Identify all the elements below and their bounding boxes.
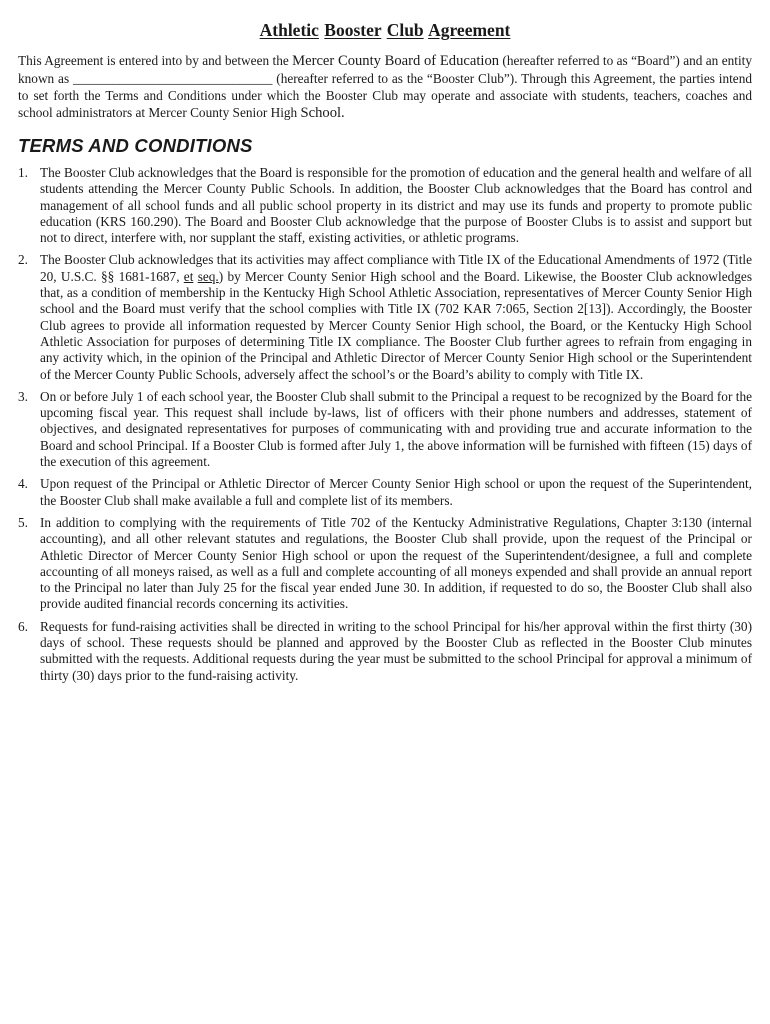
seq-word: seq. [197,268,219,284]
term-number: 1. [18,165,28,180]
term-number: 3. [18,388,28,404]
school-word: School. [300,105,345,121]
intro-paragraph [18,52,752,122]
intro-text: (hereafter referred to as “Board”) and an entity known as ______________________________ (hereafter referred to as the “Booster Club”). Through this Agreement, the parties intend to set forth the Terms and Conditions under which the Booster Club may operate and associate with students, teachers, coaches and school administrators at Mercer County Senior High [18,53,752,120]
term-text: In addition to complying with the requirements of Title 702 of the Kentucky Administrative Regulations, Chapter 3:130 (internal accounting), and all other relevant statutes and regulations, the Booster Club shall provide, upon the request of the Principal or Athletic Director of Mercer County Senior High school or upon the request of the Superintendent/designee, a full and complete accounting of all moneys raised, as well as a full and complete accounting of all moneys expended and shall provide an annual report to the Principal no later than July 25 for the fiscal year ended June 30. In addition, if requested to do so, the Booster Club shall also provide audited financial records concerning its activities. [40,514,752,612]
term-text: The Booster Club acknowledges that the Board is responsible for the promotion of education and the general health and welfare of all students attending the Mercer County Public Schools. In addition, the Booster Club acknowledges that the Board has control and management of all school funds and all public school property in its district and may use its funds and property to promote public education (KRS 160.290). The Board and Booster Club acknowledge that the purpose of Booster Clubs is to assist and support but not to direct, interfere with, nor supplant the staff, existing activities, or athletic programs. [40,165,752,246]
term-item [18,619,752,684]
intro-text: This Agreement is entered into by and between the [18,53,293,68]
document-title [18,18,752,42]
title-word: Athletic [259,20,319,40]
term-number: 6. [18,618,28,634]
board-name: Mercer County Board of Education [292,53,500,69]
term-text: Requests for fund-raising activities shall be directed in writing to the school Principal for his/her approval within the first thirty (30) days of school. These requests should be planned and approved by the Booster Club as reflected in the Booster Club minutes submitted with the requests. Additional requests during the year must be submitted to the school Principal for approval a minimum of thirty (30) days prior to the fund-raising activity. [40,618,752,683]
term-item [18,252,752,382]
term-number: 4. [18,476,28,492]
title-word: Agreement [428,20,511,40]
term-item [18,515,752,613]
term-text: ) by Mercer County Senior High school and the Board. Likewise, the Booster Club acknowledges that, as a condition of membership in the Kentucky High School Athletic Association, representatives of Mercer County Senior High school and the Board must verify that the school complies with Title IX (702 KAR 7:065, Section 2[13]). Accordingly, the Booster Club agrees to provide all information requested by Mercer County Senior High school, the Board, or the Kentucky High School Athletic Association for purposes of determining Title IX compliance. The Booster Club further agrees to refrain from engaging in any activity which, in the opinion of the Principal and Athletic Director of Mercer County Senior High school or the Superintendent of the Mercer County Public Schools, adversely affect the school’s or the Board’s ability to comply with Title IX. [40,268,752,382]
terms-list [18,165,752,684]
term-number: 2. [18,252,28,268]
term-item [18,476,752,509]
term-item [18,389,752,470]
term-text: The Booster Club acknowledges that its activities may affect compliance with Title IX of the Educational Amendments of 1972 (Title 20, U.S.C. §§ 1681-1687, [40,252,752,284]
title-word: Booster [324,20,382,40]
term-text: On or before July 1 of each school year, the Booster Club shall submit to the Principal a request to be recognized by the Board for the upcoming fiscal year. This request shall include by-laws, list of officers with their phone numbers and addresses, statement of objectives, and designated representatives for purposes of communicating with and providing true and accurate information to the Board and school Principal. If a Booster Club is formed after July 1, the above information will be furnished with fifteen (15) days of the execution of this agreement. [40,388,752,470]
term-text: Upon request of the Principal or Athletic Director of Mercer County Senior High school or upon the request of the Superintendent, the Booster Club shall make available a full and complete list of its members. [40,476,752,508]
et-word: et [183,268,194,284]
title-word: Club [386,20,424,40]
term-item [18,165,752,246]
section-heading: TERMS AND CONDITIONS [18,135,253,156]
document-page [18,18,752,690]
term-number: 5. [18,514,28,530]
